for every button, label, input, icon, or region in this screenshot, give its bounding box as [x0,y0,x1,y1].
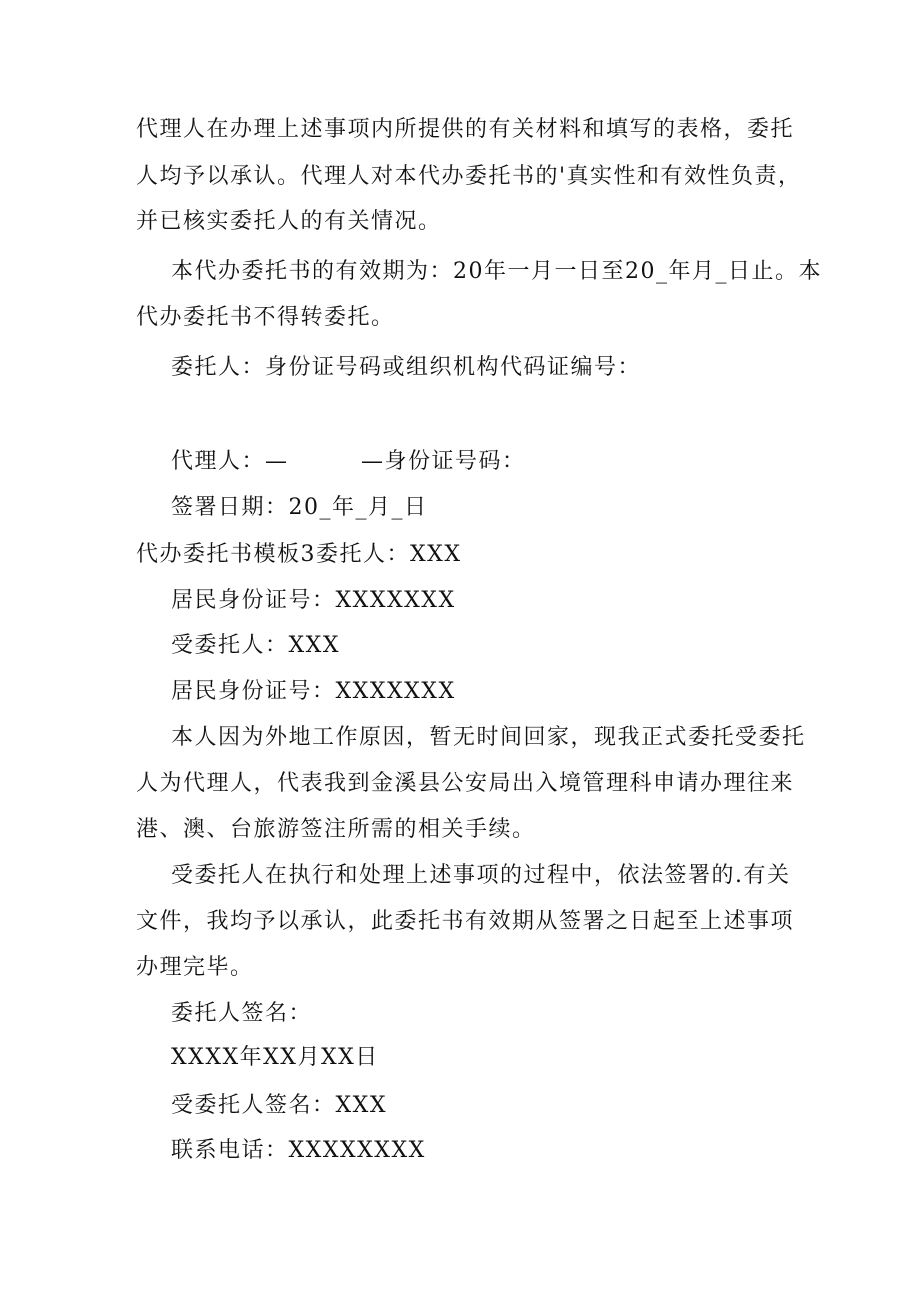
paragraph-1-line-3: 并已核实委托人的有关情况。 [136,209,442,234]
phone-line: 联系电话：XXXXXXXX [171,1138,426,1163]
principal-id-line: 委托人：身份证号码或组织机构代码证编号： [171,355,642,380]
paragraph-1-line-1: 代理人在办理上述事项内所提供的有关材料和填写的表格，委托 [136,117,795,142]
resident-id-trustee: 居民身份证号：XXXXXXX [171,679,456,704]
paragraph-4-line-2: 文件，我均予以承认，此委托书有效期从签署之日起至上述事项 [136,909,795,934]
paragraph-4-line-1: 受委托人在执行和处理上述事项的过程中，依法签署的.有关 [171,863,791,888]
sign-date-line: 签署日期：20_年_月_日 [171,495,428,520]
paragraph-1-line-2: 人均予以承认。代理人对本代办委托书的'真实性和有效性负责， [136,164,802,189]
trustee-line: 受委托人：XXX [171,633,340,658]
trustee-signature: 受委托人签名：XXX [171,1093,387,1118]
validity-line-1: 本代办委托书的有效期为：20年一月一日至20_年月_日止。本 [171,259,822,284]
agent-id-label: —身份证号码： [361,449,526,474]
validity-line-2: 代办委托书不得转委托。 [136,305,395,330]
paragraph-4-line-3: 办理完毕。 [136,955,254,980]
paragraph-3-line-3: 港、澳、台旅游签注所需的相关手续。 [136,817,536,842]
paragraph-3-line-1: 本人因为外地工作原因，暂无时间回家，现我正式委托受委托 [171,725,806,750]
resident-id-principal: 居民身份证号：XXXXXXX [171,588,456,613]
agent-label: 代理人：— [171,449,289,474]
template-3-heading: 代办委托书模板3委托人：XXX [136,542,462,567]
principal-signature: 委托人签名： [171,1001,313,1026]
date-line: XXXX年XX月XX日 [171,1045,379,1070]
paragraph-3-line-2: 人为代理人，代表我到金溪县公安局出入境管理科申请办理往来 [136,771,795,796]
